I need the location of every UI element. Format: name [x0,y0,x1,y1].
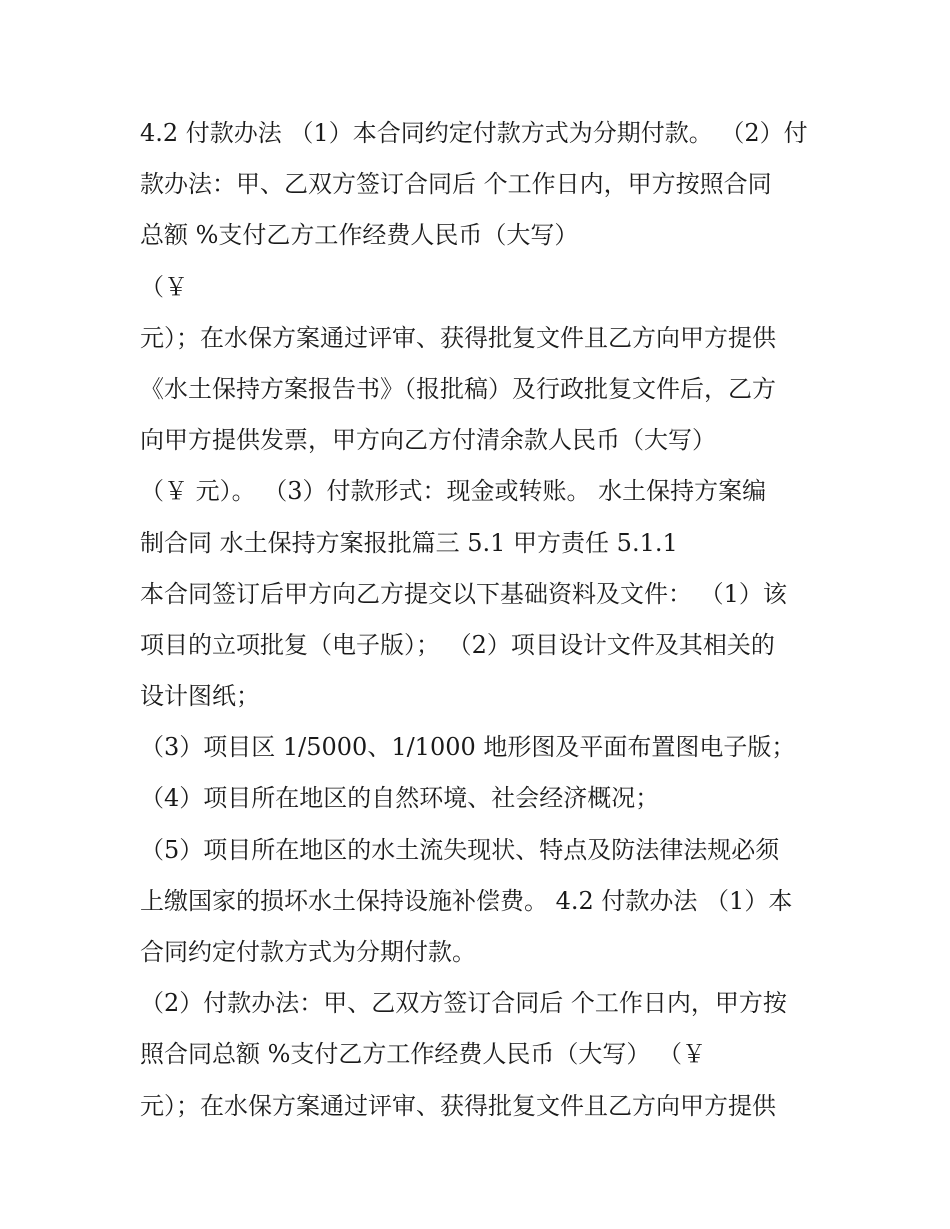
text-line: 制合同 水土保持方案报批篇三 5.1 甲方责任 5.1.1 [140,528,678,557]
text-line: 本合同签订后甲方向乙方提交以下基础资料及文件： （1）该 [140,579,787,608]
text-line: 《水土保持方案报告书》（报批稿）及行政批复文件后，乙方 [140,374,776,403]
text-line: （2）付款办法：甲、乙双方签订合同后 个工作日内，甲方按 [140,989,787,1018]
text-line: 款办法：甲、乙双方签订合同后 个工作日内，甲方按照合同 [140,170,772,199]
document-body [140,108,830,1132]
text-line: 合同约定付款方式为分期付款。 [140,938,476,966]
text-line: 上缴国家的损坏水土保持设施补偿费。 4.2 付款办法 （1）本 [140,886,793,915]
text-line: （5）项目所在地区的水土流失现状、特点及防法律法规必须 [140,835,780,864]
text-line: （3）项目区 1/5000、1/1000 地形图及平面布置图电子版； [140,733,796,762]
text-line: 项目的立项批复（电子版）； （2）项目设计文件及其相关的 [140,630,775,659]
text-line: （4）项目所在地区的自然环境、社会经济概况； [140,784,660,813]
text-line: 元）；在水保方案通过评审、获得批复文件且乙方向甲方提供 [140,323,776,352]
text-line: （￥ [140,272,188,301]
text-line: 向甲方提供发票，甲方向乙方付清余款人民币（大写） [140,426,716,455]
text-line: 4.2 付款办法 （1）本合同约定付款方式为分期付款。 （2）付 [140,119,808,147]
text-line: 总额 %支付乙方工作经费人民币（大写） [140,221,579,250]
text-line: 照合同总额 %支付乙方工作经费人民币（大写） （￥ [140,1040,707,1069]
text-line: （￥ 元）。 （3）付款形式：现金或转账。 水土保持方案编 [140,477,767,506]
text-line: 元）；在水保方案通过评审、获得批复文件且乙方向甲方提供 [140,1091,776,1120]
text-line: 设计图纸； [140,682,260,711]
